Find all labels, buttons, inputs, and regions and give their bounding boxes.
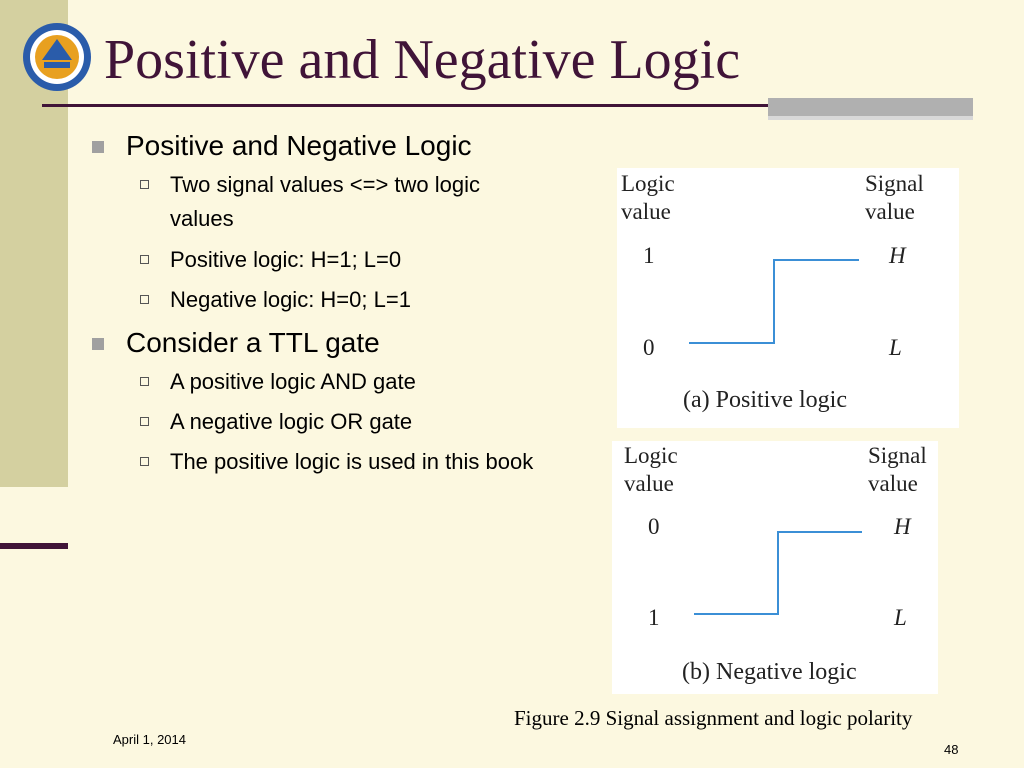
signal-value-header: Signal value	[868, 443, 927, 496]
logic-value-low: 0	[643, 335, 655, 360]
slide-date: April 1, 2014	[113, 732, 186, 747]
decorative-gray-bar	[768, 98, 973, 118]
hollow-square-bullet-icon	[140, 377, 149, 386]
sub-bullet-text: Positive logic: H=1; L=0	[170, 247, 402, 272]
sub-bullet-text: Two signal values <=> two logic values	[170, 172, 481, 231]
logic-value-bottom: 1	[648, 605, 660, 630]
left-accent-bar	[0, 543, 68, 549]
negative-logic-label: (b) Negative logic	[682, 659, 857, 685]
signal-value-low: L	[889, 335, 902, 360]
logic-value-header: Logic value	[621, 171, 675, 224]
page-number: 48	[944, 742, 959, 757]
sub-bullet-item	[126, 243, 588, 277]
logic-value-high: 1	[643, 243, 655, 268]
sub-bullet-text: A positive logic AND gate	[170, 369, 416, 394]
slide-title: Positive and Negative Logic	[104, 29, 741, 91]
logic-value-header: Logic value	[624, 443, 678, 496]
positive-logic-label: (a) Positive logic	[683, 387, 847, 413]
figure-caption: Figure 2.9 Signal assignment and logic polarity	[514, 706, 913, 730]
sub-bullet-text: A negative logic OR gate	[170, 409, 413, 434]
hollow-square-bullet-icon	[140, 255, 149, 264]
signal-value-high: H	[894, 514, 911, 539]
sub-bullet-item	[126, 405, 588, 439]
bullet-list	[88, 128, 588, 479]
university-logo	[22, 22, 92, 92]
negative-logic-figure	[612, 441, 938, 694]
bullet-text: Consider a TTL gate	[126, 327, 380, 358]
bullet-item	[88, 128, 588, 164]
sub-bullet-item	[126, 168, 520, 236]
hollow-square-bullet-icon	[140, 295, 149, 304]
hollow-square-bullet-icon	[140, 180, 149, 189]
hollow-square-bullet-icon	[140, 417, 149, 426]
positive-logic-figure	[617, 168, 959, 428]
bullet-item	[88, 325, 588, 361]
decorative-gray-bar-shadow	[768, 116, 973, 120]
hollow-square-bullet-icon	[140, 457, 149, 466]
signal-value-header: Signal value	[865, 171, 924, 224]
square-bullet-icon	[92, 338, 104, 350]
bullet-text: Positive and Negative Logic	[126, 130, 472, 161]
square-bullet-icon	[92, 141, 104, 153]
signal-value-high: H	[889, 243, 906, 268]
sub-bullet-item	[126, 445, 545, 479]
signal-value-low: L	[894, 605, 907, 630]
logic-value-top: 0	[648, 514, 660, 539]
sub-bullet-text: Negative logic: H=0; L=1	[170, 287, 411, 312]
sub-bullet-item	[126, 365, 588, 399]
sub-bullet-text: The positive logic is used in this book	[170, 449, 534, 474]
sub-bullet-item	[126, 283, 588, 317]
